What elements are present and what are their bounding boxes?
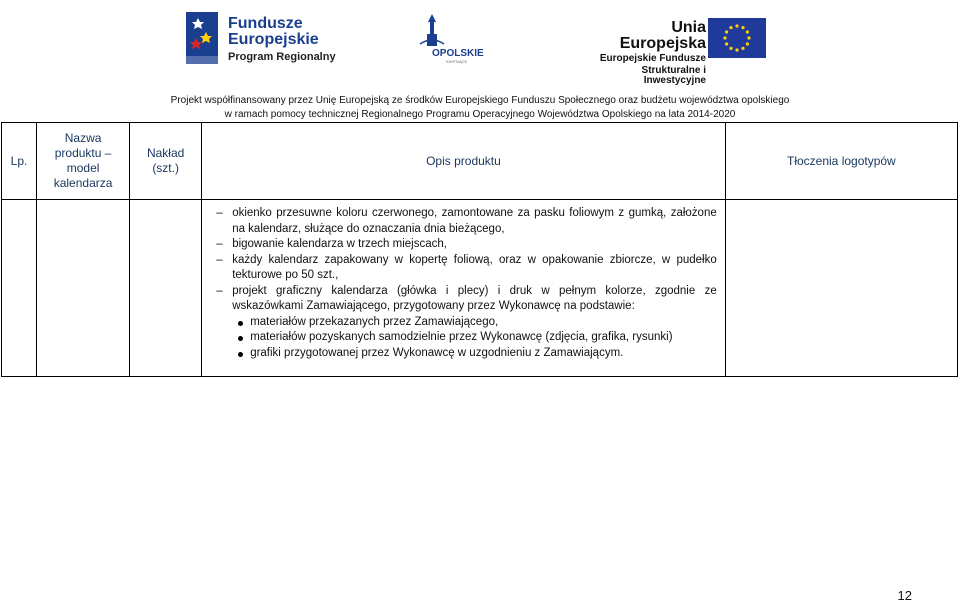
ue-logo-text — [582, 20, 706, 86]
ue-line3: Strukturalne i Inwestycyjne — [641, 65, 706, 86]
opis-item-2: – bigowanie kalendarza w trzech miejscach, — [216, 237, 717, 253]
cell-lp — [2, 200, 37, 377]
list-item: grafiki przygotowanej przez Wykonawcę w uzgodnieniu z Zamawiającym. — [216, 346, 717, 362]
list-item: materiałów pozyskanych samodzielnie przez Wykonawcę (zdjęcia, grafika, rysunki) — [216, 330, 717, 346]
cell-product-name — [37, 200, 130, 377]
opis-item-4: – projekt graficzny kalendarza (główka i plecy) i druk w pełnym kolorze, zgodnie ze wskazówkami Zamawiającego, przygotowany przez Wykonawcę na podstawie: — [216, 284, 717, 315]
cell-opis — [202, 200, 726, 377]
header-naklad: Nakład (szt.) — [130, 123, 202, 200]
page-number: 12 — [897, 588, 912, 603]
fe-flag-icon — [186, 12, 218, 64]
header-opis: Opis produktu — [202, 123, 726, 200]
header-lp: Lp. — [2, 123, 37, 200]
unia-europejska-logo — [582, 18, 776, 86]
opolskie-tower-icon — [416, 14, 486, 48]
list-item: materiałów przekazanych przez Zamawiającego, — [216, 315, 717, 331]
ue-line1: Unia Europejska — [619, 19, 706, 52]
opis-item-3: – każdy kalendarz zapakowany w kopertę foliową, oraz w opakowanie zbiorcze, w pudełko tekturowe po 50 szt., — [216, 253, 717, 284]
opolskie-text: OPOLSKIE — [432, 48, 484, 59]
fe-line2: Europejskie — [228, 31, 319, 48]
fe-line3: Program Regionalny — [228, 51, 336, 63]
fe-logo-text — [228, 16, 336, 63]
opis-item-1: – okienko przesuwne koloru czerwonego, zamontowane za pasku foliowym z gumką, założone na kalendarz, służące do oznaczania dnia bieżącego, — [216, 206, 717, 237]
table-header-row — [2, 123, 958, 200]
cell-tloczenia — [725, 200, 957, 377]
logo-bar — [178, 0, 778, 86]
product-spec-table — [1, 122, 958, 377]
table-row — [2, 200, 958, 377]
header-product-name: Nazwa produktu – model kalendarza — [37, 123, 130, 200]
eu-flag-icon — [708, 18, 766, 58]
header-tloczenia: Tłoczenia logotypów — [725, 123, 957, 200]
fundusze-europejskie-logo — [186, 12, 336, 67]
ue-line2: Europejskie Fundusze — [599, 53, 706, 64]
project-financing-line-2: w ramach pomocy technicznej Regionalnego Programu Operacyjnego Województwa Opolskiego na lata 2014-2020 — [224, 109, 736, 120]
fe-line1: Fundusze — [228, 15, 303, 32]
opolskie-subtext: KWITNĄCE — [446, 59, 468, 64]
cell-naklad — [130, 200, 202, 377]
opis-bullet-list — [216, 315, 717, 362]
project-financing-line-1: Projekt współfinansowany przez Unię Europejską ze środków Europejskiego Funduszu Społecznego oraz budżetu województwa opolskiego — [170, 95, 790, 106]
opolskie-logo — [416, 14, 486, 66]
